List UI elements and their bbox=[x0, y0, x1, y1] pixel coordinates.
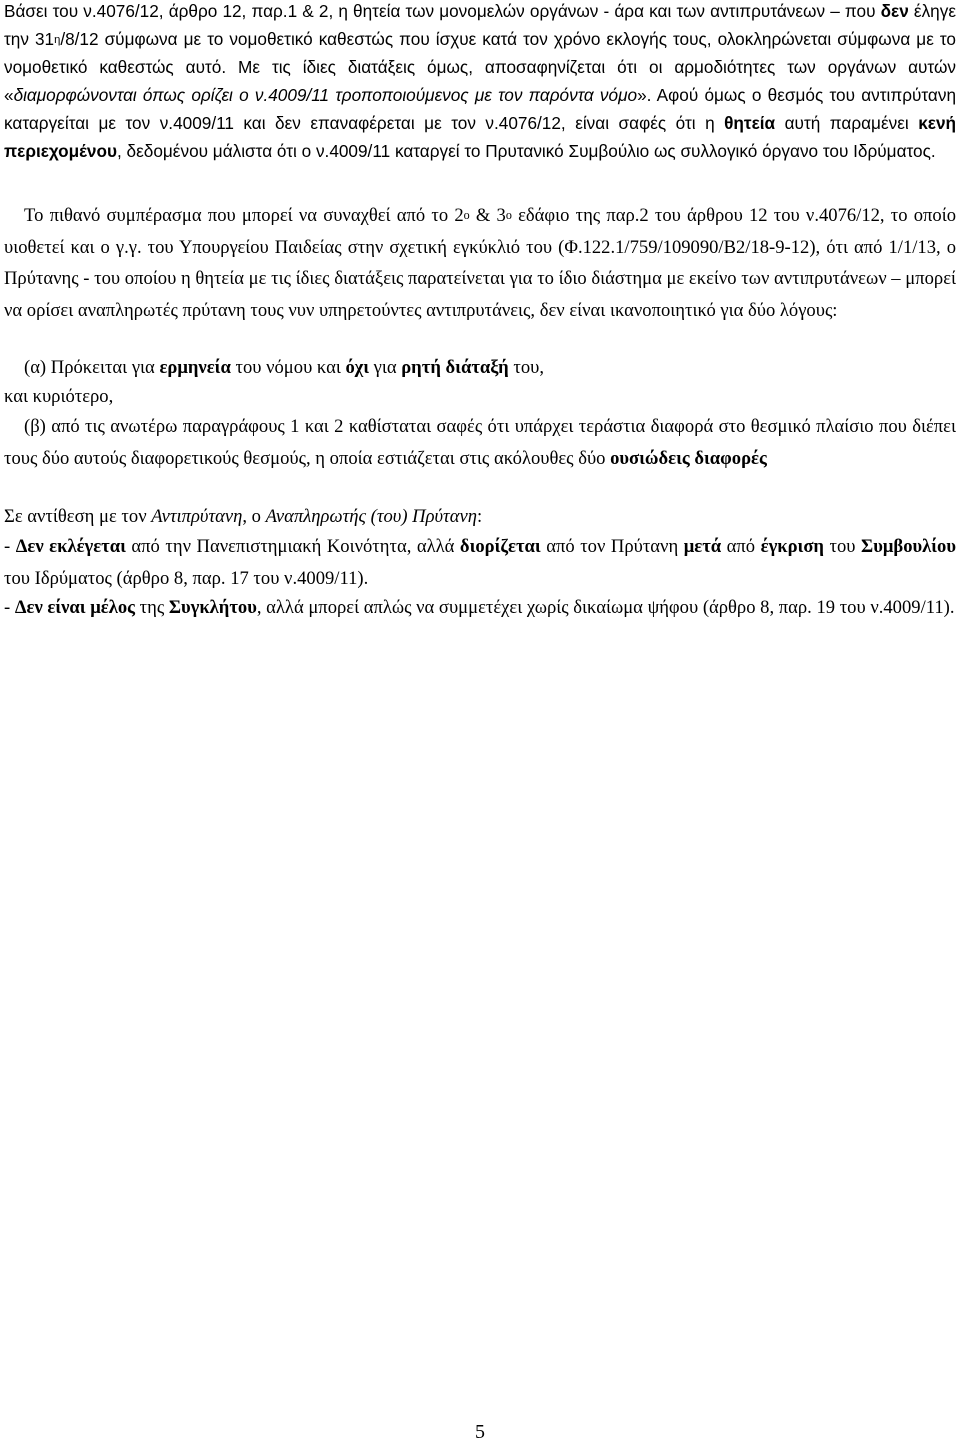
text-run: (β) από τις ανωτέρω παραγράφους 1 και 2 καθίσταται σαφές ότι υπάρχει τεράστια διαφορά στο θεσμικό πλαίσιο που διέπει τους δύο αυτούς διαφορετικούς θεσμούς, η οποία εστιάζεται στις ακόλουθες δύο bbox=[4, 416, 956, 469]
bold-run: όχι bbox=[345, 357, 369, 378]
bold-run: Συμβουλίου bbox=[861, 536, 956, 557]
text-run: & 3 bbox=[469, 205, 506, 226]
text-run: ». Αφού όμως ο θεσμός του αντιπρύτανη καταργείται με τον ν.4009/11 και δεν επαναφέρεται με τον ν.4076/12, είναι σαφές ότι η bbox=[4, 85, 957, 134]
text-run: Σε αντίθεση με τον bbox=[4, 506, 152, 527]
text-run: και κυριότερο, bbox=[4, 386, 114, 407]
text-run: : bbox=[476, 506, 483, 527]
bold-run: δεν bbox=[880, 1, 909, 21]
bold-run: μετά bbox=[683, 536, 722, 557]
text-run: (α) Πρόκειται για bbox=[24, 357, 160, 378]
bold-run: διορίζεται bbox=[459, 536, 541, 557]
italic-run: Αντιπρύτανη bbox=[151, 506, 243, 527]
text-run: του Ιδρύματος (άρθρο 8, παρ. 17 του ν.4009/11). bbox=[4, 567, 369, 589]
text-run: - bbox=[4, 536, 16, 557]
paragraph-conclusion bbox=[4, 200, 956, 326]
superscript: ο bbox=[463, 207, 470, 222]
bold-run: ουσιώδεις διαφορές bbox=[610, 447, 767, 469]
text-run: της bbox=[134, 597, 169, 618]
bold-run: ρητή διάταξή bbox=[401, 357, 509, 378]
text-run: Βάσει του ν.4076/12, άρθρο 12, παρ.1 & 2, η θητεία των μονομελών οργάνων - άρα και των αντιπρυτάνεων – που bbox=[4, 1, 881, 21]
bold-run: έγκριση bbox=[760, 536, 824, 557]
text-run: από bbox=[721, 536, 761, 557]
paragraph-reason-b bbox=[4, 411, 956, 474]
text-run: , ο bbox=[242, 506, 266, 527]
text-run: του νόμου και bbox=[230, 357, 346, 378]
list-item-not-elected bbox=[4, 531, 956, 594]
text-run: εδάφιο της παρ.2 του άρθρου 12 του ν.4076/12, το οποίο υιοθετεί και ο γ.γ. του Υπουργείου Παιδείας στην σχετική εγκύκλιό του (Φ.122.1/759/109090/Β2/18-9-12), ότι από 1/1/13, ο Πρύτανης - του οποίου η θητεία με τις ίδιες διατάξεις παρατείνεται για το ίδιο διάστημα με εκείνο των αντιπρυτάνεων – μπορεί να ορίσει αναπληρωτές πρύτανη τους νυν υπηρετούντες αντιπρυτάνεις, δεν είναι ικανοποιητικό για δύο λόγους: bbox=[4, 205, 956, 321]
text-run: /8/12 σύμφωνα με το νομοθετικό καθεστώς που ίσχυε κατά τον χρόνο εκλογής τους, ολοκληρώνεται σύμφωνα με το νομοθετικό καθεστώς αυτό. Με τις ίδιες διατάξεις όμως, αποσαφηνίζεται ότι οι αρμοδιότητες των οργάνων αυτών « bbox=[4, 29, 956, 106]
text-run: , δεδομένου μάλιστα ότι ο ν.4009/11 καταργεί το Πρυτανικό Συμβούλιο ως συλλογικό όργανο του Ιδρύματος. bbox=[117, 141, 936, 162]
text-run: , αλλά μπορεί απλώς να συμμετέχει χωρίς δικαίωμα ψήφου (άρθρο 8, παρ. 19 του ν.4009/11). bbox=[256, 597, 955, 618]
bold-run: κενή περιεχομένου bbox=[4, 113, 957, 162]
bold-run: Δεν εκλέγεται bbox=[15, 536, 126, 557]
paragraph-contrast bbox=[4, 502, 956, 532]
superscript: η bbox=[54, 33, 61, 46]
text-run: Το πιθανό συμπέρασμα που μπορεί να συναχθεί από το 2 bbox=[24, 205, 464, 226]
bold-run: Συγκλήτου bbox=[168, 597, 257, 618]
page-number: 5 bbox=[475, 1421, 485, 1443]
superscript: ο bbox=[505, 207, 512, 222]
italic-run: Αναπληρωτής (του) Πρύτανη bbox=[265, 506, 477, 527]
text-run: από τον Πρύτανη bbox=[540, 536, 684, 557]
text-run: - bbox=[4, 597, 15, 618]
text-run: του bbox=[824, 536, 862, 557]
text-run: για bbox=[368, 357, 402, 378]
text-run: του, bbox=[508, 357, 544, 378]
paragraph-reason-a bbox=[4, 353, 956, 383]
italic-quote: διαμορφώνονται όπως ορίζει ο ν.4009/11 τροποποιούμενος με τον παρόντα νόμο bbox=[13, 85, 638, 106]
bold-run: Δεν είναι μέλος bbox=[14, 597, 135, 618]
paragraph-most-importantly bbox=[4, 382, 956, 412]
list-item-not-senate-member bbox=[4, 592, 956, 624]
bold-run: θητεία bbox=[724, 113, 776, 134]
paragraph-term-of-office bbox=[4, 0, 956, 166]
bold-run: ερμηνεία bbox=[159, 357, 231, 378]
text-run: έληγε την 31 bbox=[4, 1, 956, 50]
text-run: αυτή παραμένει bbox=[775, 113, 919, 134]
text-run: από την Πανεπιστημιακή Κοινότητα, αλλά bbox=[125, 536, 460, 557]
